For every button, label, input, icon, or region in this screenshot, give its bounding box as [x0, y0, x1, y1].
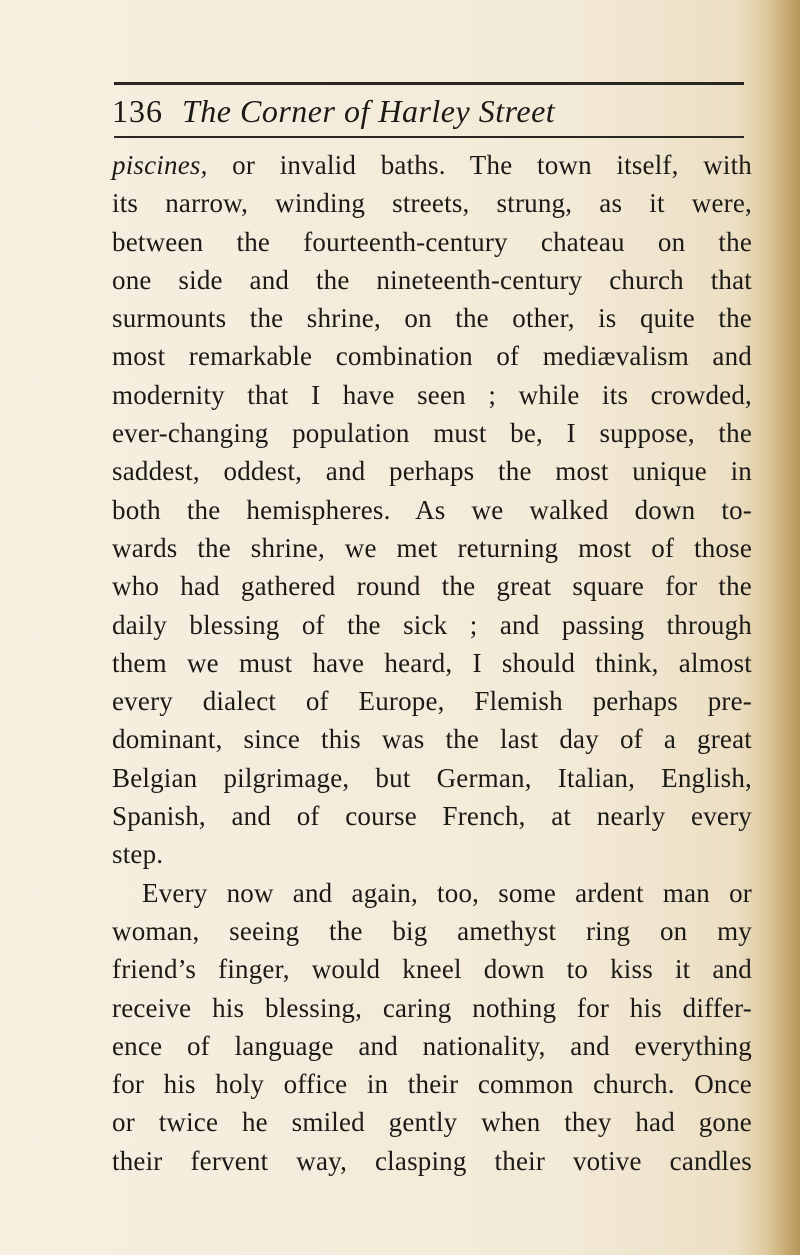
text-line: most remarkable combination of mediævalism and — [112, 341, 752, 372]
text-line: one side and the nineteenth-century church that — [112, 264, 752, 295]
text-line: receive his blessing, caring nothing for his differ- — [112, 992, 752, 1023]
text-line: daily blessing of the sick ; and passing through — [112, 609, 752, 640]
page-edge-shadow — [768, 0, 800, 1255]
text-line: saddest, oddest, and perhaps the most unique in — [112, 456, 752, 487]
text-line: modernity that I have seen ; while its crowded, — [112, 379, 752, 410]
text-line: wards the shrine, we met returning most of those — [112, 532, 752, 563]
text-line: for his holy office in their common church. Once — [112, 1069, 752, 1100]
text-line-paragraph-start: Every now and again, too, some ardent man or — [142, 877, 752, 908]
text-line: woman, seeing the big amethyst ring on my — [112, 915, 752, 946]
text-line: Spanish, and of course French, at nearly every — [112, 801, 752, 832]
text-line-paragraph-end: step. — [112, 839, 164, 870]
top-rule — [114, 82, 744, 85]
text-line: its narrow, winding streets, strung, as it were, — [112, 188, 752, 219]
text-line: ever-changing population must be, I suppose, the — [112, 418, 752, 449]
text-line: both the hemispheres. As we walked down to- — [112, 494, 752, 525]
text-line — [112, 146, 752, 184]
text-line: who had gathered round the great square for the — [112, 571, 752, 602]
text-line: them we must have heard, I should think, almost — [112, 647, 752, 678]
text-line: or twice he smiled gently when they had gone — [112, 1107, 752, 1138]
text-line: between the fourteenth-century chateau on the — [112, 226, 752, 257]
header-rule — [114, 136, 744, 138]
italic-word: piscines, — [112, 150, 208, 180]
text-line: ence of language and nationality, and everything — [112, 1030, 752, 1061]
text-line: surmounts the shrine, on the other, is quite the — [112, 303, 752, 334]
text-line: friend’s finger, would kneel down to kiss it and — [112, 954, 752, 985]
body-text — [112, 146, 752, 1180]
text-line: every dialect of Europe, Flemish perhaps pre- — [112, 686, 752, 717]
page-header — [112, 88, 752, 134]
page-number: 136 — [112, 93, 163, 129]
text-line: their fervent way, clasping their votive candles — [112, 1145, 752, 1176]
running-title: The Corner of Harley Street — [182, 93, 556, 129]
text-line: Belgian pilgrimage, but German, Italian, English, — [112, 762, 752, 793]
text-line-rest: or invalid baths. The town itself, with — [207, 150, 752, 180]
text-line: dominant, since this was the last day of a great — [112, 724, 752, 755]
